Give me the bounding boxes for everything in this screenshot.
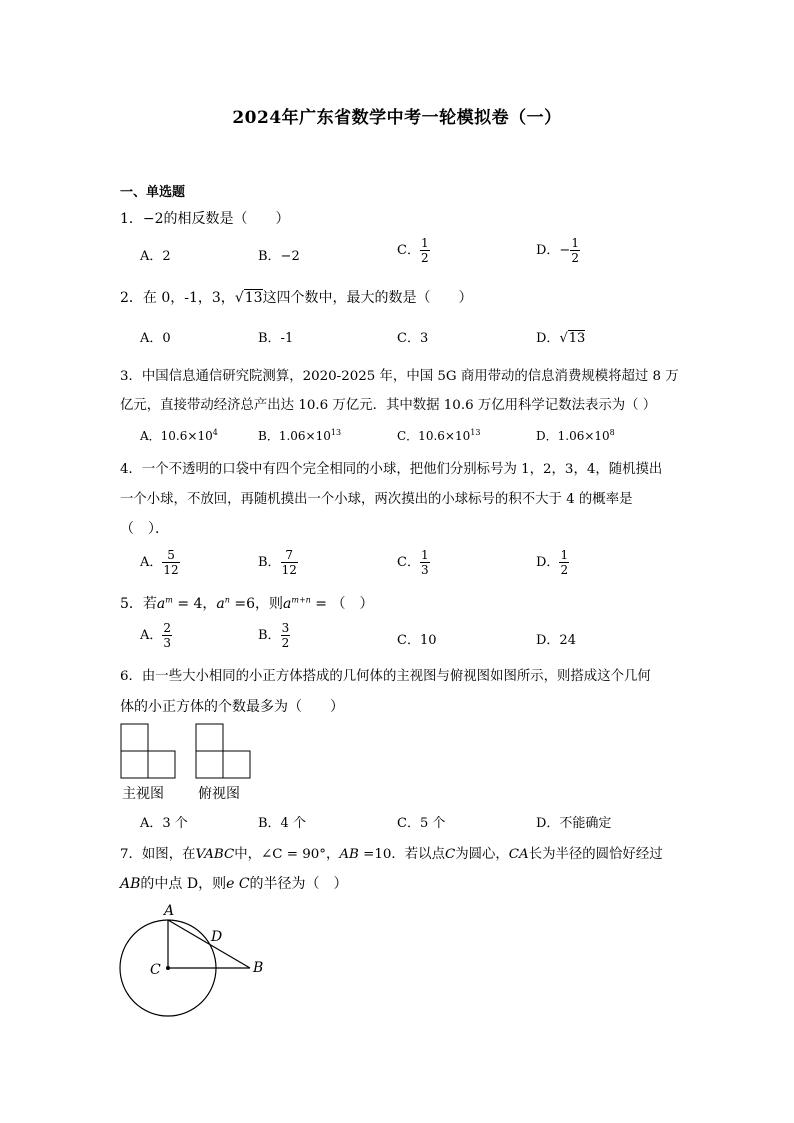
q6-option-b: B．4 个 <box>258 816 306 831</box>
question-4-line-2: 一个小球，不放回，再随机摸出一个小球，两次摸出的小球标号的积不大于 4 的概率是 <box>120 492 633 507</box>
q1-option-c: C． $\frac{1}{2}$ <box>397 236 429 265</box>
top-view-figure <box>196 724 250 778</box>
question-1-stem: 1．−2的相反数是（ ） <box>120 211 290 227</box>
q1-option-a: A．2 <box>140 249 171 264</box>
q3-option-d: D．$1.06\times 10^8$ <box>536 428 615 443</box>
q6-option-a: A．3 个 <box>140 816 188 831</box>
q5-option-d: D．24 <box>536 633 576 648</box>
label-d: D <box>211 929 223 945</box>
q3-option-c: C．$10.6\times 10^{13}$ <box>397 428 481 443</box>
label-c: C <box>150 962 161 978</box>
q7-geometry-figure <box>110 898 280 1023</box>
q6-option-d: D．不能确定 <box>536 816 612 831</box>
q3-option-b: B．$1.06\times 10^{13}$ <box>258 428 342 443</box>
q6-option-c: C．5 个 <box>397 816 446 831</box>
q5-option-a: A． $\frac{2}{3}$ <box>140 621 172 650</box>
q5-option-c: C．10 <box>397 633 437 648</box>
front-view-label: 主视图 <box>122 786 164 802</box>
front-view-figure <box>121 724 175 778</box>
top-view-label: 俯视图 <box>198 786 240 802</box>
q1-option-b: B．−2 <box>258 249 300 264</box>
label-b: B <box>253 960 264 976</box>
q6-views-figure <box>118 722 258 780</box>
q2-option-d: D．√13 <box>536 331 586 346</box>
question-7-line-1: 7．如图，在VABC中，∠C = 90°，AB =10．若以点C为圆心，CA长为半径的圆恰好经过 <box>120 847 663 862</box>
section-heading: 一、单选题 <box>120 185 186 200</box>
question-3-line-2: 亿元，直接带动经济总产出达 10.6 万亿元．其中数据 10.6 万亿用科学记数法表示为（ ） <box>120 398 657 413</box>
q3-option-a: A．$10.6\times 10^4$ <box>140 428 218 443</box>
q5-option-b: B． $\frac{3}{2}$ <box>258 621 290 650</box>
q2-option-b: B．-1 <box>258 331 294 346</box>
question-3-line-1: 3．中国信息通信研究院测算，2020-2025 年，中国 5G 商用带动的信息消费规模将超过 8 万 <box>120 369 679 384</box>
question-6-line-2: 体的小正方体的个数最多为（ ） <box>120 699 344 715</box>
q1-option-d: D．− $\frac{1}{2}$ <box>536 236 579 265</box>
question-6-line-1: 6．由一些大小相同的小正方体搭成的几何体的主视图与俯视图如图所示，则搭成这个几何 <box>120 669 651 684</box>
label-a: A <box>164 903 175 919</box>
question-5-stem: 5．若$a^m = 4$，$a^n =6$，则$a^{m+n}$ = （ ） <box>120 595 374 612</box>
segment-ab <box>168 920 250 968</box>
q4-option-b: B． $\frac{7}{12}$ <box>258 548 297 577</box>
q4-option-c: C． $\frac{1}{3}$ <box>397 548 429 577</box>
page-title: 2024年广东省数学中考一轮模拟卷（一） <box>232 108 562 128</box>
q2-option-c: C．3 <box>397 331 429 346</box>
question-7-line-2: AB的中点 D，则e C的半径为（ ） <box>120 876 348 892</box>
q4-option-d: D． $\frac{1}{2}$ <box>536 548 569 577</box>
question-2-stem: 2．在 0，-1，3，√13这四个数中，最大的数是（ ） <box>120 290 473 306</box>
question-4-line-3: （ ）． <box>120 521 169 537</box>
q2-option-a: A．0 <box>140 331 171 346</box>
point-c <box>166 966 170 970</box>
question-4-line-1: 4．一个不透明的口袋中有四个完全相同的小球，把他们分别标号为 1，2，3，4，随机摸出 <box>120 462 663 477</box>
q4-option-a: A． $\frac{5}{12}$ <box>140 548 179 577</box>
